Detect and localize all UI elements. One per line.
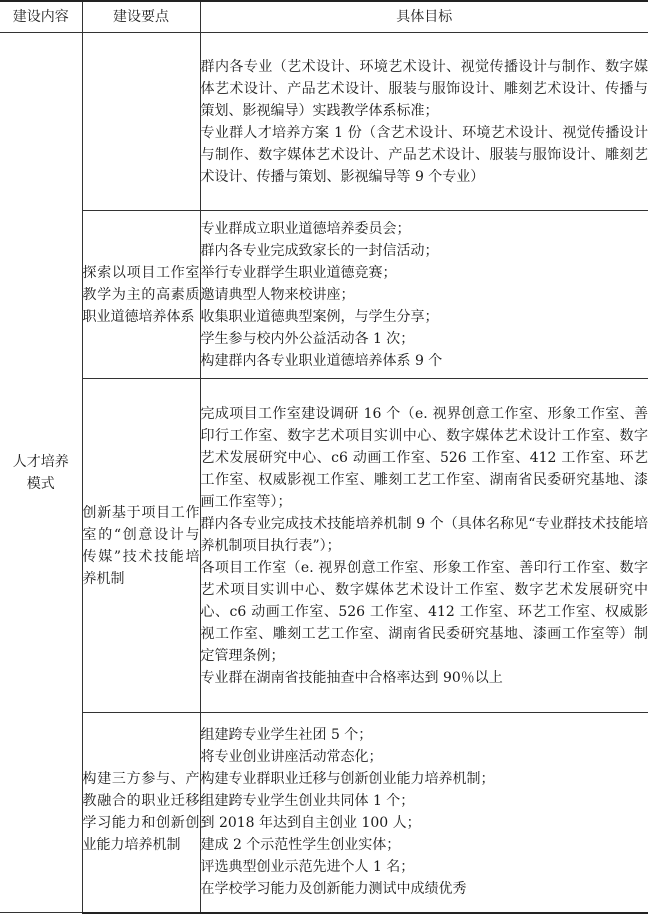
goal-line: 收集职业道德典型案例，与学生分享； xyxy=(200,308,439,325)
goal-line: 在学校学习能力及创新能力测试中成绩优秀 xyxy=(200,881,467,898)
section-name-cell xyxy=(0,33,82,913)
header-construction-point: 建设要点 xyxy=(82,1,200,33)
construction-point: 探索以项目工作室教学为主的高素质职业道德培养体系 xyxy=(82,264,200,325)
construction-point: 构建三方参与、产教融合的职业迁移学习能力和创新创业能力培养机制 xyxy=(82,771,200,854)
goal-cell xyxy=(200,713,648,913)
construction-point-cell xyxy=(82,33,200,211)
construction-point-cell xyxy=(82,713,200,913)
section-name: 人才培养模式 xyxy=(12,453,69,492)
goal-line: 邀请典型人物来校讲座； xyxy=(200,286,355,303)
goal-line: 各项目工作室（e. 视界创意工作室、形象工作室、善印行工作室、数字艺术项目实训中心、数字媒体艺术设计工作室、数字艺术发展研究中心、c6 动画工作室、526 工作室、412 工作室、环艺工作室、权威影视工作室、雕刻工艺工作室、湖南省民委研究基地、漆画工作室等）制定管理条例； xyxy=(200,559,648,664)
construction-point-cell xyxy=(82,211,200,379)
goal-cell xyxy=(200,379,648,713)
goal-line: 学生参与校内外公益活动各 1 次； xyxy=(200,330,415,347)
goal-cell xyxy=(200,33,648,211)
construction-point-cell xyxy=(82,379,200,713)
table-row xyxy=(0,33,648,211)
goal-line: 将专业创业讲座活动常态化； xyxy=(200,749,383,766)
goal-line: 专业群在湖南省技能抽查中合格率达到 90％以上 xyxy=(200,669,503,686)
table-row xyxy=(0,713,648,913)
goal-line: 到 2018 年达到自主创业 100 人； xyxy=(200,815,421,832)
goal-line: 群内各专业完成技术技能培养机制 9 个（具体名称见“专业群技术技能培养机制项目执行表”）； xyxy=(200,515,648,554)
header-specific-goal: 具体目标 xyxy=(200,1,648,33)
goal-line: 建成 2 个示范性学生创业实体； xyxy=(200,837,401,854)
goal-line: 群内各专业（艺术设计、环境艺术设计、视觉传播设计与制作、数字媒体艺术设计、产品艺术设计、服装与服饰设计、雕刻艺术设计、传播与策划、影视编导）实践教学体系标准； xyxy=(200,58,648,119)
table-header-row xyxy=(0,1,648,33)
header-construction-content: 建设内容 xyxy=(0,1,82,33)
goal-line: 组建跨专业学生社团 5 个； xyxy=(200,727,373,744)
goal-line: 专业群人才培养方案 1 份（含艺术设计、环境艺术设计、视觉传播设计与制作、数字媒体艺术设计、产品艺术设计、服装与服饰设计、雕刻艺术设计、传播与策划、影视编导等 9 个专业） xyxy=(200,124,648,185)
table-row xyxy=(0,211,648,379)
goal-line: 组建跨专业学生创业共同体 1 个； xyxy=(200,793,415,810)
goal-line: 群内各专业完成致家长的一封信活动； xyxy=(200,242,439,259)
goal-line: 专业群成立职业道德培养委员会； xyxy=(200,220,411,237)
goal-line: 评选典型创业示范先进个人 1 名； xyxy=(200,859,415,876)
goal-line: 完成项目工作室建设调研 16 个（e. 视界创意工作室、形象工作室、善印行工作室、数字艺术项目实训中心、数字媒体艺术设计工作室、数字艺术发展研究中心、c6 动画工作室、526 工作室、412 工作室、环艺工作室、权威影视工作室、雕刻工艺工作室、湖南省民委研究基地、漆画工作室等）； xyxy=(200,405,648,510)
goal-cell xyxy=(200,211,648,379)
construction-point: 创新基于项目工作室的“创意设计与传媒”技术技能培养机制 xyxy=(82,504,200,587)
goal-line: 举行专业群学生职业道德竞赛； xyxy=(200,264,397,281)
goal-line: 构建专业群职业迁移与创新创业能力培养机制； xyxy=(200,771,495,788)
table-row xyxy=(0,379,648,713)
goal-line: 构建群内各专业职业道德培养体系 9 个 xyxy=(200,352,443,369)
